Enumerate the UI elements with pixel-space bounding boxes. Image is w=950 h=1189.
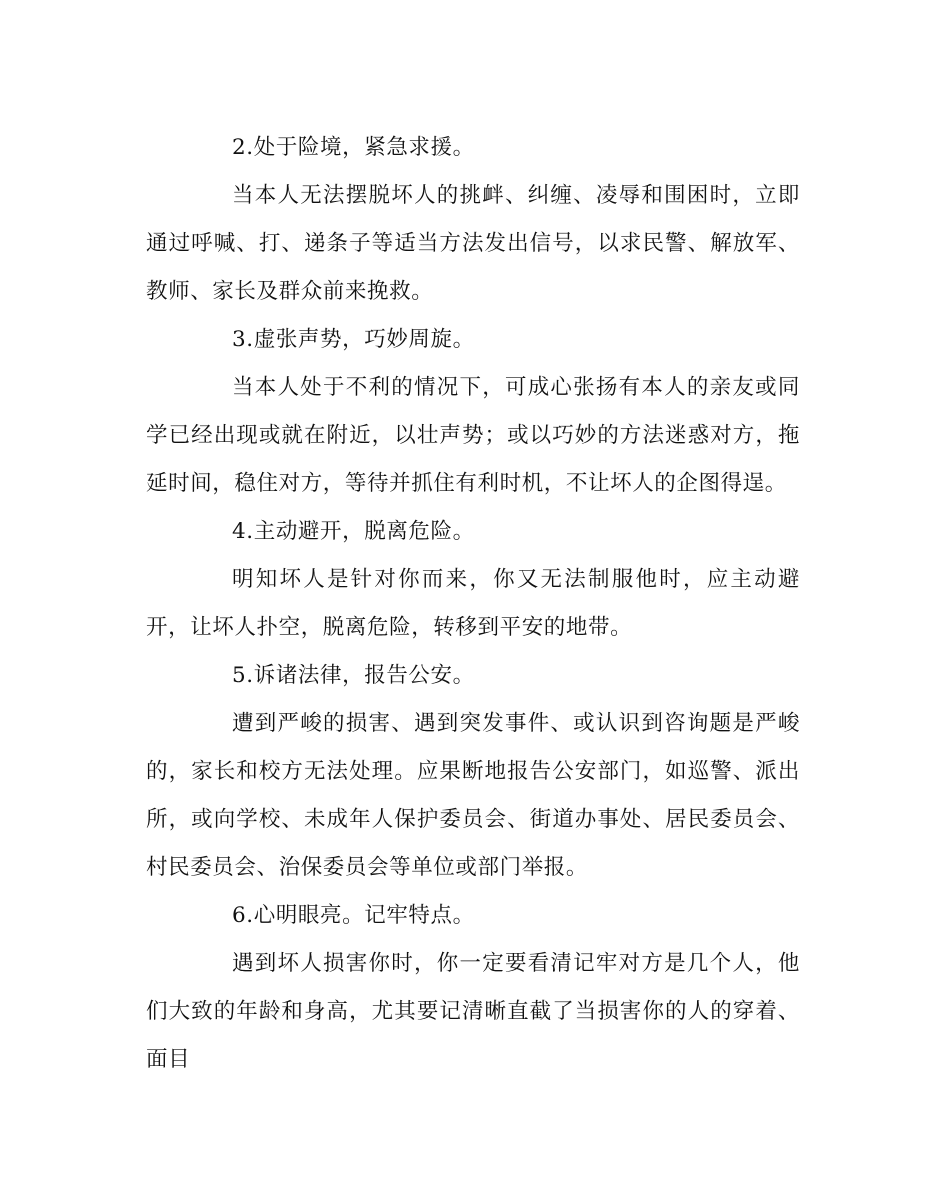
paragraph-report: 遭到严峻的损害、遇到突发事件、或认识到咨询题是严峻的，家长和校方无法处理。应果断地报告公安部门，如巡警、派出所，或向学校、未成年人保护委员会、街道办事处、居民委员会、村民委员会、治保委员会等单位或部门举报。 (146, 711, 800, 880)
heading-bluff: 3.虚张声势，巧妙周旋。 (232, 327, 475, 352)
heading-report: 5.诉诸法律，报告公安。 (232, 663, 475, 688)
heading-avoid: 4.主动避开，脱离危险。 (232, 519, 475, 544)
document-body (146, 124, 800, 1084)
heading-remember: 6.心明眼亮。记牢特点。 (232, 903, 475, 928)
paragraph-avoid: 明知坏人是针对你而来，你又无法制服他时，应主动避开，让坏人扑空，脱离危险，转移到平安的地带。 (146, 567, 800, 640)
paragraph-bluff: 当本人处于不利的情况下，可成心张扬有本人的亲友或同学已经出现或就在附近，以壮声势；或以巧妙的方法迷惑对方，拖延时间，稳住对方，等待并抓住有利时机，不让坏人的企图得逞。 (146, 375, 800, 496)
paragraph-seek-help: 当本人无法摆脱坏人的挑衅、纠缠、凌辱和围困时，立即通过呼喊、打、递条子等适当方法发出信号，以求民警、解放军、教师、家长及群众前来挽救。 (146, 183, 800, 304)
paragraph-remember: 遇到坏人损害你时，你一定要看清记牢对方是几个人，他们大致的年龄和身高，尤其要记清晰直截了当损害你的人的穿着、面目 (146, 951, 800, 1072)
heading-seek-help: 2.处于险境，紧急求援。 (232, 135, 475, 160)
